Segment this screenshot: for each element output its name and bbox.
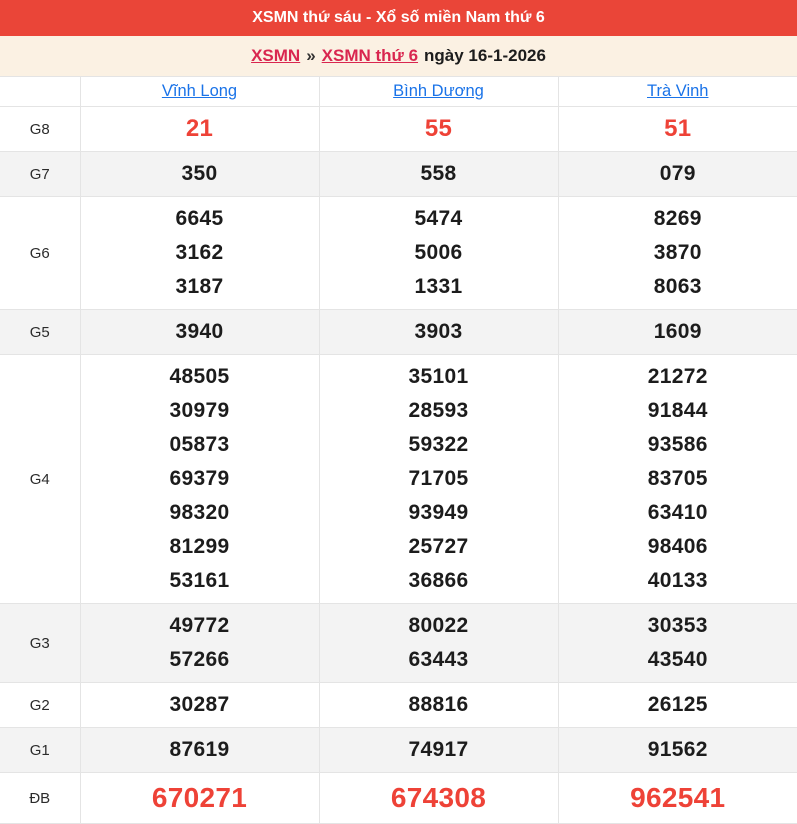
breadcrumb-link-xsmn-thu-6[interactable]: XSMN thứ 6 — [322, 46, 418, 66]
result-number: 69379 — [81, 462, 319, 496]
prize-row-g1 — [0, 728, 797, 773]
prize-column-spacer — [0, 77, 80, 107]
result-number: 88816 — [320, 688, 558, 722]
result-number: 3187 — [81, 270, 319, 304]
result-number: 28593 — [320, 394, 558, 428]
breadcrumb-link-xsmn[interactable]: XSMN — [251, 46, 300, 66]
result-cell — [80, 604, 319, 683]
result-number: 5006 — [320, 236, 558, 270]
result-cell — [558, 152, 797, 197]
result-cell — [558, 310, 797, 355]
result-number: 8269 — [559, 202, 797, 236]
result-number: 59322 — [320, 428, 558, 462]
result-cell — [319, 728, 558, 773]
result-number: 8063 — [559, 270, 797, 304]
result-number: 71705 — [320, 462, 558, 496]
result-number: 81299 — [81, 530, 319, 564]
prize-label: ĐB — [0, 773, 80, 824]
result-number: 21 — [81, 112, 319, 146]
breadcrumb — [0, 36, 797, 76]
result-number: 98406 — [559, 530, 797, 564]
result-cell — [319, 604, 558, 683]
result-cell — [80, 310, 319, 355]
result-cell — [80, 107, 319, 152]
prize-label: G1 — [0, 728, 80, 773]
prize-row-g6 — [0, 197, 797, 310]
result-cell — [319, 197, 558, 310]
prize-label: G7 — [0, 152, 80, 197]
province-header-binh-duong — [319, 77, 558, 107]
prize-label: G5 — [0, 310, 80, 355]
province-header-tra-vinh — [558, 77, 797, 107]
result-number: 5474 — [320, 202, 558, 236]
result-cell — [80, 683, 319, 728]
result-number: 80022 — [320, 609, 558, 643]
prize-row-đb — [0, 773, 797, 824]
result-cell — [80, 152, 319, 197]
result-number: 74917 — [320, 733, 558, 767]
result-number: 558 — [320, 157, 558, 191]
prize-label: G6 — [0, 197, 80, 310]
prize-label: G2 — [0, 683, 80, 728]
result-number: 43540 — [559, 643, 797, 677]
prize-label: G8 — [0, 107, 80, 152]
result-cell — [558, 604, 797, 683]
result-number: 91844 — [559, 394, 797, 428]
result-cell — [319, 310, 558, 355]
province-header-row — [0, 77, 797, 107]
prize-row-g3 — [0, 604, 797, 683]
province-link-vinh-long[interactable]: Vĩnh Long — [162, 82, 237, 100]
result-number: 57266 — [81, 643, 319, 677]
page-title: XSMN thứ sáu - Xổ số miền Nam thứ 6 — [252, 9, 545, 27]
result-number: 63410 — [559, 496, 797, 530]
result-cell — [319, 683, 558, 728]
result-number: 962541 — [559, 778, 797, 818]
result-number: 40133 — [559, 564, 797, 598]
result-cell — [80, 728, 319, 773]
result-cell — [558, 728, 797, 773]
result-number: 53161 — [81, 564, 319, 598]
prize-label: G3 — [0, 604, 80, 683]
result-number: 93586 — [559, 428, 797, 462]
result-number: 30287 — [81, 688, 319, 722]
result-number: 35101 — [320, 360, 558, 394]
result-cell — [558, 197, 797, 310]
province-link-binh-duong[interactable]: Bình Dương — [393, 82, 484, 100]
result-number: 83705 — [559, 462, 797, 496]
result-number: 1609 — [559, 315, 797, 349]
breadcrumb-separator: » — [306, 46, 315, 66]
result-number: 674308 — [320, 778, 558, 818]
result-cell — [558, 773, 797, 824]
result-number: 91562 — [559, 733, 797, 767]
result-number: 3940 — [81, 315, 319, 349]
prize-row-g2 — [0, 683, 797, 728]
result-number: 26125 — [559, 688, 797, 722]
result-number: 1331 — [320, 270, 558, 304]
result-number: 36866 — [320, 564, 558, 598]
result-number: 6645 — [81, 202, 319, 236]
result-cell — [319, 355, 558, 604]
result-number: 30979 — [81, 394, 319, 428]
lottery-results-table — [0, 76, 797, 824]
result-number: 98320 — [81, 496, 319, 530]
result-number: 350 — [81, 157, 319, 191]
result-number: 3903 — [320, 315, 558, 349]
result-cell — [319, 152, 558, 197]
result-number: 05873 — [81, 428, 319, 462]
result-number: 3162 — [81, 236, 319, 270]
result-number: 87619 — [81, 733, 319, 767]
province-link-tra-vinh[interactable]: Trà Vinh — [647, 82, 708, 100]
result-cell — [558, 355, 797, 604]
result-number: 48505 — [81, 360, 319, 394]
province-header-vinh-long — [80, 77, 319, 107]
result-number: 49772 — [81, 609, 319, 643]
result-number: 21272 — [559, 360, 797, 394]
result-cell — [558, 683, 797, 728]
breadcrumb-date: ngày 16-1-2026 — [424, 46, 546, 66]
result-cell — [319, 773, 558, 824]
result-number: 25727 — [320, 530, 558, 564]
result-number: 63443 — [320, 643, 558, 677]
result-number: 30353 — [559, 609, 797, 643]
prize-label: G4 — [0, 355, 80, 604]
prize-row-g4 — [0, 355, 797, 604]
result-number: 670271 — [81, 778, 319, 818]
result-number: 079 — [559, 157, 797, 191]
result-number: 51 — [559, 112, 797, 146]
result-cell — [80, 773, 319, 824]
result-number: 55 — [320, 112, 558, 146]
results-body — [0, 107, 797, 824]
result-cell — [80, 197, 319, 310]
prize-row-g5 — [0, 310, 797, 355]
prize-row-g7 — [0, 152, 797, 197]
result-number: 3870 — [559, 236, 797, 270]
prize-row-g8 — [0, 107, 797, 152]
result-number: 93949 — [320, 496, 558, 530]
result-cell — [80, 355, 319, 604]
result-cell — [319, 107, 558, 152]
page-header — [0, 0, 797, 36]
result-cell — [558, 107, 797, 152]
